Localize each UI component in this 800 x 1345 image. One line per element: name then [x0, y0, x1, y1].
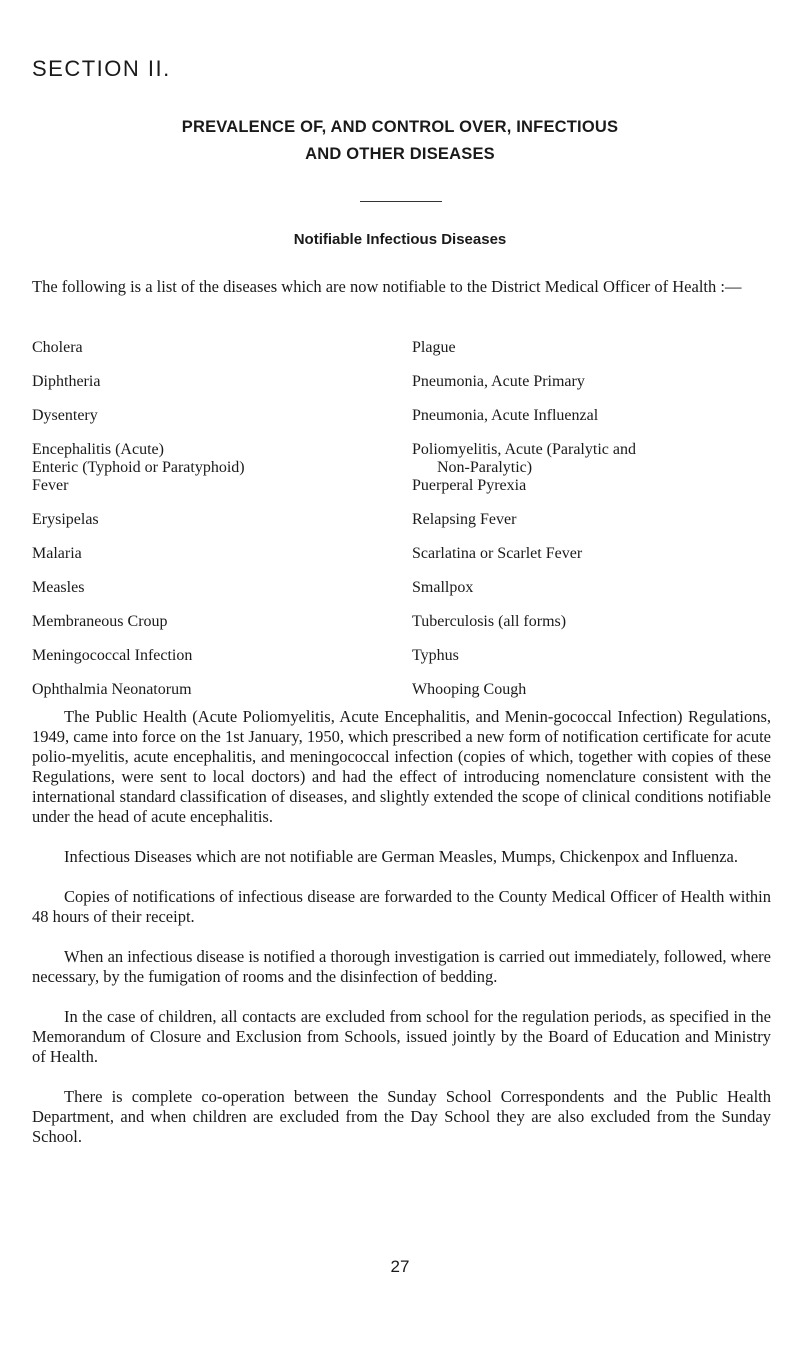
- disease-item: Meningococcal Infection: [32, 647, 193, 664]
- disease-item: Membraneous Croup: [32, 613, 168, 630]
- disease-item: Non-Paralytic): [437, 459, 533, 476]
- intro-paragraph: The following is a list of the diseases which are now notifiable to the District Medical Officer of Health :—: [32, 277, 742, 296]
- disease-item: Whooping Cough: [412, 681, 527, 698]
- disease-item: Fever: [32, 477, 69, 494]
- disease-item: Scarlatina or Scarlet Fever: [412, 545, 583, 562]
- disease-item: Encephalitis (Acute): [32, 441, 164, 458]
- disease-item: Pneumonia, Acute Primary: [412, 373, 585, 390]
- disease-item: Measles: [32, 579, 85, 596]
- subtitle: Notifiable Infectious Diseases: [293, 231, 507, 248]
- section-heading: SECTION II.: [32, 56, 171, 81]
- disease-item: Smallpox: [412, 579, 474, 596]
- title-line-2: AND OTHER DISEASES: [305, 145, 495, 163]
- disease-list-left: [32, 339, 372, 715]
- disease-item: Plague: [412, 339, 456, 356]
- disease-item: Tuberculosis (all forms): [412, 613, 567, 630]
- disease-list-right: [412, 339, 782, 715]
- disease-item: Erysipelas: [32, 511, 99, 528]
- body-paragraph: Copies of notifications of infectious disease are forwarded to the County Medical Officer of Health within 48 hours of their receipt.: [32, 887, 771, 926]
- body-paragraph: There is complete co-operation between the Sunday School Correspondents and the Public Health Department, and when children are excluded from the Day School they are also excluded from the Sunday School.: [32, 1087, 771, 1146]
- disease-item: Malaria: [32, 545, 82, 562]
- body-paragraph: When an infectious disease is notified a thorough investigation is carried out immediately, followed, where necessary, by the fumigation of rooms and the disinfection of bedding.: [32, 947, 771, 986]
- disease-item: Diphtheria: [32, 373, 101, 390]
- disease-item: Poliomyelitis, Acute (Paralytic and: [412, 441, 636, 458]
- disease-item: Pneumonia, Acute Influenzal: [412, 407, 599, 424]
- body-paragraphs: [32, 707, 771, 1167]
- disease-item: Puerperal Pyrexia: [412, 477, 527, 494]
- disease-item: Cholera: [32, 339, 83, 356]
- disease-item: Ophthalmia Neonatorum: [32, 681, 192, 698]
- disease-item: Enteric (Typhoid or Paratyphoid): [32, 459, 245, 476]
- body-paragraph: The Public Health (Acute Poliomyelitis, Acute Encephalitis, and Menin-gococcal Infection) Regulations, 1949, came into force on the 1st January, 1950, which prescribed a new form of notification certificate for acute polio-myelitis, acute encephalitis, and meningococcal infection (copies of which, together with copies of these Regulations, were sent to local doctors) and had the effect of introducing nomenclature consistent with the international standard classification of diseases, and slightly extended the scope of clinical conditions notifiable under the head of acute encephalitis.: [32, 707, 771, 826]
- disease-item: Dysentery: [32, 407, 98, 424]
- divider-rule: [360, 201, 442, 202]
- page-number: 27: [390, 1257, 410, 1276]
- disease-item: Relapsing Fever: [412, 511, 517, 528]
- disease-item: Typhus: [412, 647, 459, 664]
- title-line-1: PREVALENCE OF, AND CONTROL OVER, INFECTIOUS: [181, 118, 619, 136]
- body-paragraph: Infectious Diseases which are not notifiable are German Measles, Mumps, Chickenpox and Influenza.: [64, 847, 738, 866]
- body-paragraph: In the case of children, all contacts are excluded from school for the regulation periods, as specified in the Memorandum of Closure and Exclusion from Schools, issued jointly by the Board of Education and Ministry of Health.: [32, 1007, 771, 1066]
